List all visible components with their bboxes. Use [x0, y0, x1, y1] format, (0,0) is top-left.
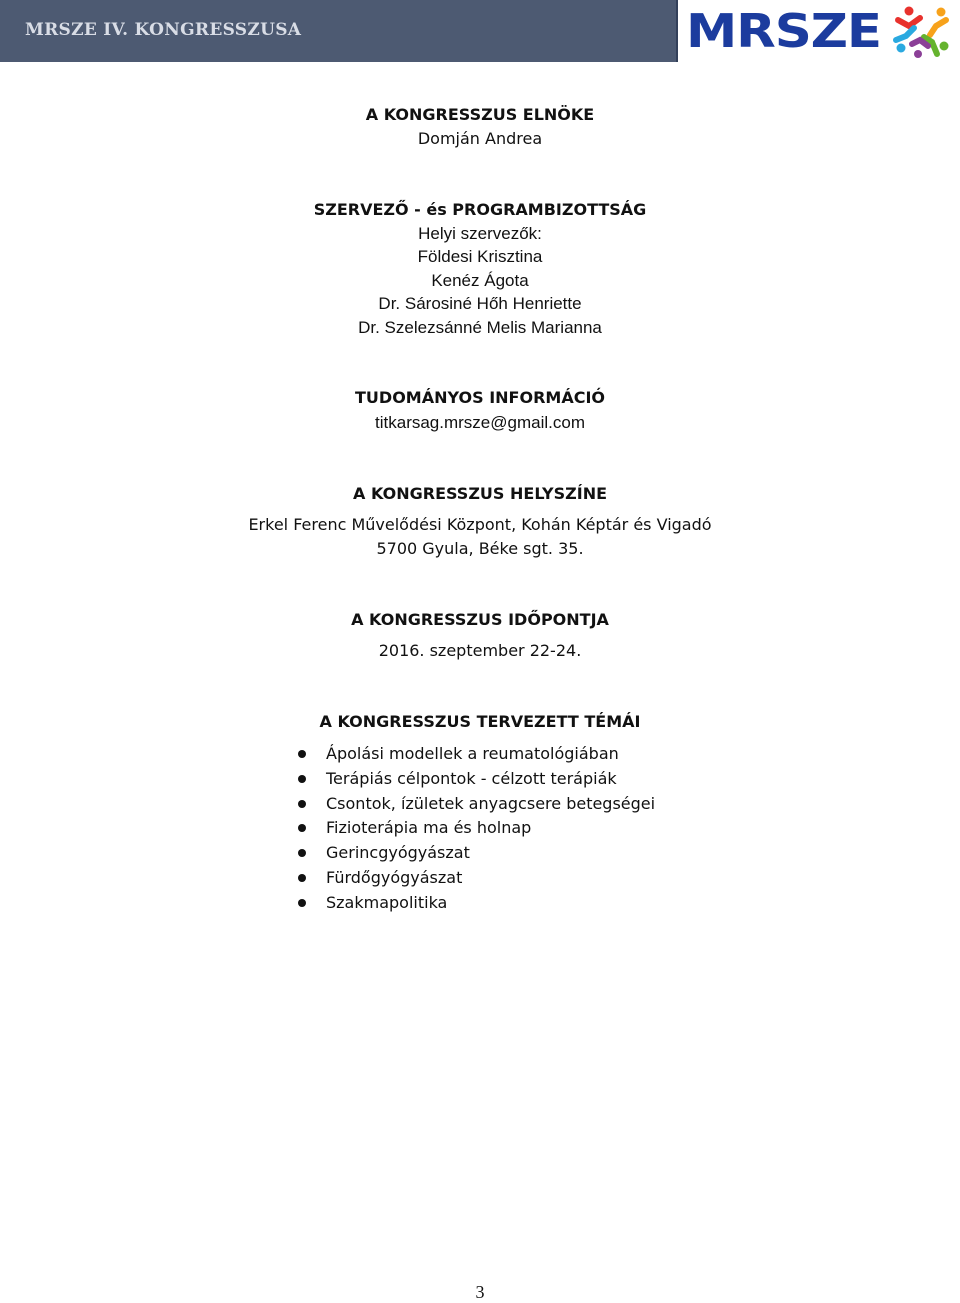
- committee-heading: SZERVEZŐ - és PROGRAMBIZOTTSÁG: [313, 200, 647, 219]
- president-heading: A KONGRESSZUS ELNÖKE: [365, 105, 595, 124]
- congress-title: MRSZE IV. KONGRESSZUSA: [25, 20, 302, 40]
- logo-wordmark: MRSZE: [686, 4, 882, 58]
- topics-heading: A KONGRESSZUS TERVEZETT TÉMÁI: [319, 712, 641, 731]
- topic-label: Ápolási modellek a reumatológiában: [326, 744, 619, 763]
- topic-label: Csontok, ízületek anyagcsere betegségei: [326, 793, 656, 813]
- committee-member: Dr. Sárosiné Hőh Henriette: [378, 294, 582, 313]
- bullet-icon: [298, 824, 306, 832]
- info-heading: TUDOMÁNYOS INFORMÁCIÓ: [355, 388, 605, 407]
- bullet-icon: [298, 775, 306, 783]
- bullet-icon: [298, 874, 306, 882]
- list-item: [296, 891, 655, 916]
- list-item: [296, 841, 655, 866]
- date-heading: A KONGRESSZUS IDŐPONTJA: [351, 610, 609, 629]
- congress-date: 2016. szeptember 22-24.: [378, 641, 582, 660]
- bullet-icon: [298, 750, 306, 758]
- mrsze-logo: [680, 0, 960, 62]
- people-circle-icon: [892, 4, 950, 58]
- topics-list: [296, 742, 655, 916]
- header-banner: [0, 0, 678, 62]
- bullet-icon: [298, 800, 306, 808]
- bullet-icon: [298, 899, 306, 907]
- list-item: [296, 767, 655, 792]
- list-item: [296, 742, 655, 767]
- page-number: 3: [475, 1282, 485, 1302]
- list-item: [296, 792, 655, 817]
- committee-member: Földesi Krisztina: [417, 247, 543, 266]
- page-header: [0, 0, 960, 62]
- topic-label: Fizioterápia ma és holnap: [326, 818, 532, 838]
- topic-label: Fürdőgyógyászat: [326, 867, 463, 887]
- venue-name: Erkel Ferenc Művelődési Központ, Kohán Képtár és Vigadó: [248, 515, 712, 534]
- list-item: [296, 866, 655, 891]
- committee-member: Kenéz Ágota: [431, 271, 529, 290]
- list-item: [296, 816, 655, 841]
- venue-heading: A KONGRESSZUS HELYSZÍNE: [352, 484, 608, 503]
- topic-label: Gerincgyógyászat: [326, 843, 470, 863]
- committee-subheading: Helyi szervezők:: [418, 224, 542, 243]
- venue-address: 5700 Gyula, Béke sgt. 35.: [376, 539, 584, 558]
- contact-email: titkarsag.mrsze@gmail.com: [375, 413, 585, 432]
- president-name: Domján Andrea: [417, 129, 543, 148]
- topic-label: Terápiás célpontok - célzott terápiák: [326, 768, 617, 788]
- committee-member: Dr. Szelezsánné Melis Marianna: [358, 318, 602, 337]
- bullet-icon: [298, 849, 306, 857]
- topic-label: Szakmapolitika: [326, 892, 448, 912]
